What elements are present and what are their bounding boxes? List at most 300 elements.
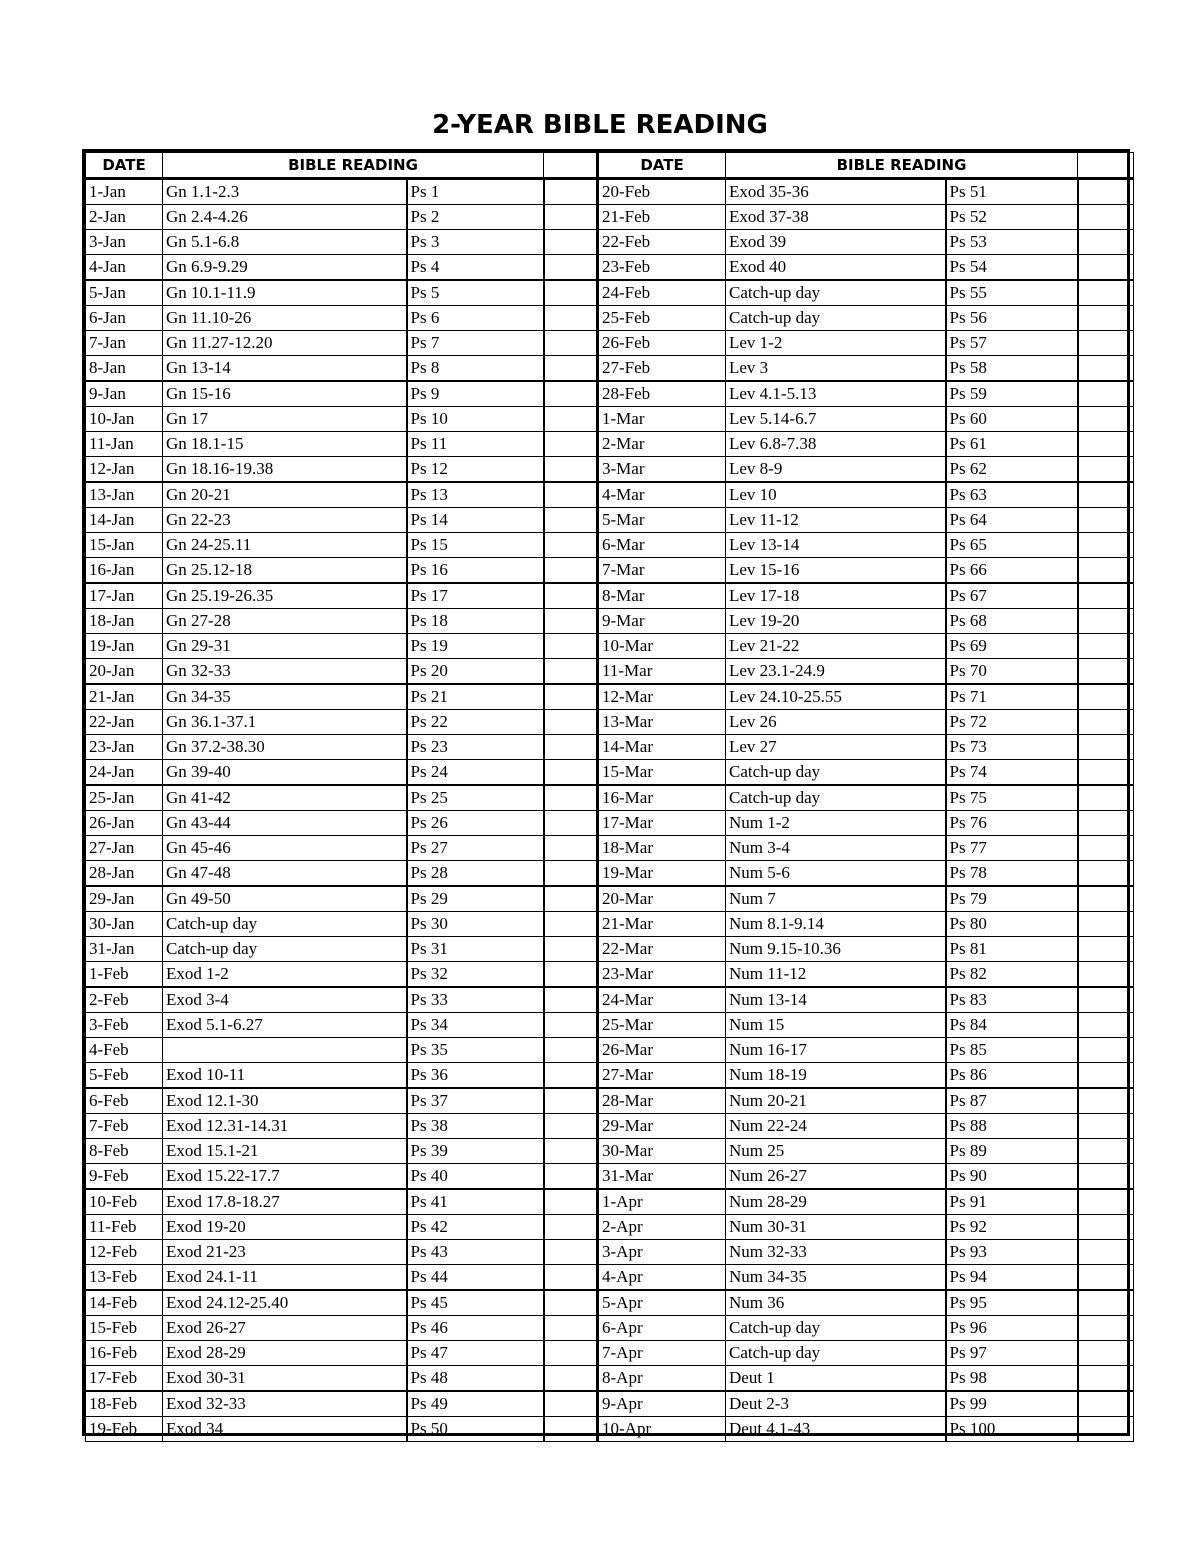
right-checkbox-cell[interactable] — [1078, 432, 1134, 457]
right-checkbox-cell[interactable] — [1078, 255, 1134, 281]
right-date-cell: 22-Mar — [598, 937, 726, 962]
right-reading-cell: Lev 8-9 — [726, 457, 946, 483]
left-psalm-cell: Ps 8 — [407, 356, 544, 382]
left-psalm-cell: Ps 42 — [407, 1215, 544, 1240]
left-checkbox-cell[interactable] — [544, 811, 598, 836]
right-checkbox-cell[interactable] — [1078, 482, 1134, 508]
right-checkbox-cell[interactable] — [1078, 659, 1134, 685]
right-reading-cell: Num 16-17 — [726, 1038, 946, 1063]
table-row — [86, 1038, 1134, 1063]
right-psalm-cell: Ps 76 — [946, 811, 1078, 836]
left-reading-cell: Exod 21-23 — [163, 1240, 407, 1265]
right-psalm-cell: Ps 100 — [946, 1417, 1078, 1442]
right-checkbox-cell[interactable] — [1078, 1164, 1134, 1190]
right-date-cell: 21-Mar — [598, 912, 726, 937]
right-psalm-cell: Ps 91 — [946, 1189, 1078, 1215]
left-psalm-cell: Ps 38 — [407, 1114, 544, 1139]
left-date-cell: 17-Feb — [86, 1366, 163, 1392]
left-date-cell: 8-Jan — [86, 356, 163, 382]
right-checkbox-cell[interactable] — [1078, 280, 1134, 306]
left-checkbox-cell[interactable] — [544, 1290, 598, 1316]
left-checkbox-cell[interactable] — [544, 886, 598, 912]
left-psalm-cell: Ps 32 — [407, 962, 544, 988]
left-date-cell: 21-Jan — [86, 684, 163, 710]
right-checkbox-cell[interactable] — [1078, 407, 1134, 432]
left-date-cell: 8-Feb — [86, 1139, 163, 1164]
right-psalm-cell: Ps 71 — [946, 684, 1078, 710]
right-checkbox-cell[interactable] — [1078, 710, 1134, 735]
left-reading-cell: Gn 32-33 — [163, 659, 407, 685]
left-checkbox-cell[interactable] — [544, 533, 598, 558]
right-psalm-cell: Ps 55 — [946, 280, 1078, 306]
right-psalm-cell: Ps 75 — [946, 785, 1078, 811]
right-checkbox-cell[interactable] — [1078, 962, 1134, 988]
right-checkbox-cell[interactable] — [1078, 1417, 1134, 1442]
left-date-cell: 27-Jan — [86, 836, 163, 861]
left-checkbox-cell[interactable] — [544, 987, 598, 1013]
right-reading-cell: Num 18-19 — [726, 1063, 946, 1089]
right-checkbox-cell[interactable] — [1078, 1114, 1134, 1139]
right-reading-cell: Exod 39 — [726, 230, 946, 255]
left-date-cell: 30-Jan — [86, 912, 163, 937]
left-reading-cell: Gn 39-40 — [163, 760, 407, 786]
left-checkbox-cell[interactable] — [544, 912, 598, 937]
left-checkbox-cell[interactable] — [544, 1063, 598, 1089]
right-reading-cell: Lev 11-12 — [726, 508, 946, 533]
right-date-cell: 22-Feb — [598, 230, 726, 255]
right-reading-cell: Num 1-2 — [726, 811, 946, 836]
left-reading-cell: Gn 17 — [163, 407, 407, 432]
left-checkbox-cell[interactable] — [544, 659, 598, 685]
left-reading-cell: Exod 15.1-21 — [163, 1139, 407, 1164]
right-checkbox-cell[interactable] — [1078, 1240, 1134, 1265]
left-checkbox-cell[interactable] — [544, 356, 598, 382]
left-reading-cell: Gn 11.27-12.20 — [163, 331, 407, 356]
table-row — [86, 1139, 1134, 1164]
right-reading-cell: Num 30-31 — [726, 1215, 946, 1240]
right-psalm-cell: Ps 85 — [946, 1038, 1078, 1063]
right-date-cell: 20-Feb — [598, 179, 726, 205]
left-checkbox-cell[interactable] — [544, 836, 598, 861]
table-row — [86, 306, 1134, 331]
left-date-cell: 28-Jan — [86, 861, 163, 887]
right-date-cell: 15-Mar — [598, 760, 726, 786]
right-date-cell: 6-Mar — [598, 533, 726, 558]
right-psalm-cell: Ps 51 — [946, 179, 1078, 205]
table-row — [86, 508, 1134, 533]
right-psalm-cell: Ps 86 — [946, 1063, 1078, 1089]
left-reading-cell: Exod 34 — [163, 1417, 407, 1442]
table-row — [86, 1341, 1134, 1366]
left-psalm-cell: Ps 31 — [407, 937, 544, 962]
left-psalm-cell: Ps 9 — [407, 381, 544, 407]
right-reading-cell: Lev 19-20 — [726, 609, 946, 634]
table-row — [86, 785, 1134, 811]
right-date-cell: 25-Feb — [598, 306, 726, 331]
left-checkbox-cell[interactable] — [544, 205, 598, 230]
right-reading-cell: Num 13-14 — [726, 987, 946, 1013]
right-reading-cell: Num 8.1-9.14 — [726, 912, 946, 937]
page-title: 2-YEAR BIBLE READING — [432, 110, 768, 140]
left-checkbox-cell[interactable] — [544, 1139, 598, 1164]
left-psalm-cell: Ps 27 — [407, 836, 544, 861]
right-date-cell: 1-Mar — [598, 407, 726, 432]
table-row — [86, 381, 1134, 407]
right-psalm-cell: Ps 95 — [946, 1290, 1078, 1316]
right-psalm-cell: Ps 60 — [946, 407, 1078, 432]
left-checkbox-cell[interactable] — [544, 634, 598, 659]
right-date-cell: 4-Apr — [598, 1265, 726, 1291]
left-date-cell: 13-Jan — [86, 482, 163, 508]
right-psalm-cell: Ps 65 — [946, 533, 1078, 558]
left-checkbox-cell[interactable] — [544, 179, 598, 205]
right-checkbox-cell[interactable] — [1078, 1290, 1134, 1316]
right-checkbox-cell[interactable] — [1078, 1139, 1134, 1164]
right-checkbox-cell[interactable] — [1078, 760, 1134, 786]
right-checkbox-cell[interactable] — [1078, 684, 1134, 710]
right-checkbox-cell[interactable] — [1078, 230, 1134, 255]
right-psalm-cell: Ps 73 — [946, 735, 1078, 760]
left-checkbox-cell[interactable] — [544, 861, 598, 887]
left-reading-cell: Gn 24-25.11 — [163, 533, 407, 558]
left-checkbox-cell[interactable] — [544, 710, 598, 735]
left-date-cell: 3-Feb — [86, 1013, 163, 1038]
left-checkbox-cell[interactable] — [544, 280, 598, 306]
right-psalm-cell: Ps 77 — [946, 836, 1078, 861]
table-row — [86, 1240, 1134, 1265]
right-checkbox-cell[interactable] — [1078, 861, 1134, 887]
left-checkbox-cell[interactable] — [544, 1114, 598, 1139]
right-checkbox-cell[interactable] — [1078, 1265, 1134, 1291]
right-checkbox-cell[interactable] — [1078, 1063, 1134, 1089]
right-reading-cell: Lev 6.8-7.38 — [726, 432, 946, 457]
left-psalm-cell: Ps 13 — [407, 482, 544, 508]
left-checkbox-cell[interactable] — [544, 508, 598, 533]
left-checkbox-cell[interactable] — [544, 306, 598, 331]
right-checkbox-cell[interactable] — [1078, 533, 1134, 558]
right-checkbox-cell[interactable] — [1078, 987, 1134, 1013]
left-reading-cell: Gn 27-28 — [163, 609, 407, 634]
table-row — [86, 457, 1134, 483]
left-date-cell: 18-Jan — [86, 609, 163, 634]
left-checkbox-cell[interactable] — [544, 785, 598, 811]
left-checkbox-cell[interactable] — [544, 1366, 598, 1392]
left-reading-cell: Gn 37.2-38.30 — [163, 735, 407, 760]
table-row — [86, 937, 1134, 962]
right-checkbox-cell[interactable] — [1078, 1013, 1134, 1038]
left-psalm-cell: Ps 7 — [407, 331, 544, 356]
right-reading-cell: Lev 17-18 — [726, 583, 946, 609]
left-psalm-cell: Ps 12 — [407, 457, 544, 483]
left-checkbox-cell[interactable] — [544, 609, 598, 634]
right-reading-cell: Lev 23.1-24.9 — [726, 659, 946, 685]
left-checkbox-cell[interactable] — [544, 558, 598, 584]
left-psalm-cell: Ps 10 — [407, 407, 544, 432]
left-date-cell: 12-Jan — [86, 457, 163, 483]
left-date-cell: 26-Jan — [86, 811, 163, 836]
right-checkbox-cell[interactable] — [1078, 457, 1134, 483]
right-reading-cell: Lev 10 — [726, 482, 946, 508]
right-reading-cell: Exod 40 — [726, 255, 946, 281]
right-reading-cell: Catch-up day — [726, 280, 946, 306]
table-row — [86, 482, 1134, 508]
right-psalm-cell: Ps 93 — [946, 1240, 1078, 1265]
table-row — [86, 886, 1134, 912]
left-checkbox-cell[interactable] — [544, 1240, 598, 1265]
left-date-cell: 2-Jan — [86, 205, 163, 230]
left-date-cell: 9-Jan — [86, 381, 163, 407]
right-date-cell: 30-Mar — [598, 1139, 726, 1164]
left-checkbox-cell[interactable] — [544, 1013, 598, 1038]
left-date-cell: 16-Feb — [86, 1341, 163, 1366]
left-date-cell: 10-Feb — [86, 1189, 163, 1215]
left-reading-cell: Gn 6.9-9.29 — [163, 255, 407, 281]
left-checkbox-cell[interactable] — [544, 1265, 598, 1291]
table-row — [86, 1088, 1134, 1114]
left-reading-cell: Gn 43-44 — [163, 811, 407, 836]
right-date-cell: 23-Mar — [598, 962, 726, 988]
left-checkbox-cell[interactable] — [544, 1341, 598, 1366]
left-checkbox-cell[interactable] — [544, 407, 598, 432]
right-psalm-cell: Ps 63 — [946, 482, 1078, 508]
right-reading-cell: Lev 24.10-25.55 — [726, 684, 946, 710]
left-checkbox-cell[interactable] — [544, 1316, 598, 1341]
right-psalm-cell: Ps 96 — [946, 1316, 1078, 1341]
left-psalm-cell: Ps 45 — [407, 1290, 544, 1316]
right-psalm-cell: Ps 84 — [946, 1013, 1078, 1038]
left-date-cell: 16-Jan — [86, 558, 163, 584]
right-checkbox-cell[interactable] — [1078, 634, 1134, 659]
left-psalm-cell: Ps 50 — [407, 1417, 544, 1442]
left-checkbox-cell[interactable] — [544, 230, 598, 255]
right-reading-cell: Num 28-29 — [726, 1189, 946, 1215]
right-checkbox-cell[interactable] — [1078, 1316, 1134, 1341]
left-checkbox-cell[interactable] — [544, 760, 598, 786]
left-reading-cell: Exod 12.31-14.31 — [163, 1114, 407, 1139]
right-reading-cell: Num 15 — [726, 1013, 946, 1038]
right-psalm-cell: Ps 98 — [946, 1366, 1078, 1392]
right-psalm-cell: Ps 78 — [946, 861, 1078, 887]
left-psalm-cell: Ps 6 — [407, 306, 544, 331]
left-psalm-cell: Ps 14 — [407, 508, 544, 533]
left-checkbox-cell[interactable] — [544, 583, 598, 609]
table-row — [86, 861, 1134, 887]
left-date-cell: 15-Jan — [86, 533, 163, 558]
right-reading-cell: Num 20-21 — [726, 1088, 946, 1114]
right-checkbox-cell[interactable] — [1078, 179, 1134, 205]
left-date-cell: 6-Jan — [86, 306, 163, 331]
right-psalm-cell: Ps 70 — [946, 659, 1078, 685]
table-row — [86, 1164, 1134, 1190]
right-checkbox-cell[interactable] — [1078, 811, 1134, 836]
right-psalm-cell: Ps 52 — [946, 205, 1078, 230]
reading-header-left: BIBLE READING — [163, 153, 544, 179]
left-psalm-cell: Ps 40 — [407, 1164, 544, 1190]
right-date-cell: 3-Mar — [598, 457, 726, 483]
right-checkbox-cell[interactable] — [1078, 1088, 1134, 1114]
right-checkbox-cell[interactable] — [1078, 785, 1134, 811]
right-checkbox-cell[interactable] — [1078, 583, 1134, 609]
right-reading-cell: Catch-up day — [726, 306, 946, 331]
reading-header-right: BIBLE READING — [726, 153, 1078, 179]
table-row — [86, 836, 1134, 861]
left-checkbox-cell[interactable] — [544, 937, 598, 962]
left-psalm-cell: Ps 16 — [407, 558, 544, 584]
left-checkbox-cell[interactable] — [544, 684, 598, 710]
table-row — [86, 432, 1134, 457]
left-psalm-cell: Ps 33 — [407, 987, 544, 1013]
left-date-cell: 7-Jan — [86, 331, 163, 356]
table-row — [86, 760, 1134, 786]
table-row — [86, 1114, 1134, 1139]
left-reading-cell: Exod 15.22-17.7 — [163, 1164, 407, 1190]
right-psalm-cell: Ps 87 — [946, 1088, 1078, 1114]
check-header-left — [544, 153, 598, 179]
left-date-cell: 2-Feb — [86, 987, 163, 1013]
right-checkbox-cell[interactable] — [1078, 306, 1134, 331]
left-date-cell: 19-Feb — [86, 1417, 163, 1442]
left-psalm-cell: Ps 49 — [407, 1391, 544, 1417]
left-checkbox-cell[interactable] — [544, 482, 598, 508]
right-reading-cell: Num 32-33 — [726, 1240, 946, 1265]
left-psalm-cell: Ps 36 — [407, 1063, 544, 1089]
right-date-cell: 18-Mar — [598, 836, 726, 861]
right-reading-cell: Lev 5.14-6.7 — [726, 407, 946, 432]
right-checkbox-cell[interactable] — [1078, 1215, 1134, 1240]
right-psalm-cell: Ps 83 — [946, 987, 1078, 1013]
right-reading-cell: Catch-up day — [726, 785, 946, 811]
right-reading-cell: Lev 1-2 — [726, 331, 946, 356]
left-reading-cell — [163, 1038, 407, 1063]
left-reading-cell: Gn 41-42 — [163, 785, 407, 811]
right-date-cell: 7-Apr — [598, 1341, 726, 1366]
table-row — [86, 230, 1134, 255]
left-date-cell: 5-Jan — [86, 280, 163, 306]
right-reading-cell: Num 5-6 — [726, 861, 946, 887]
left-reading-cell: Gn 22-23 — [163, 508, 407, 533]
left-checkbox-cell[interactable] — [544, 1164, 598, 1190]
right-checkbox-cell[interactable] — [1078, 356, 1134, 382]
left-reading-cell: Exod 28-29 — [163, 1341, 407, 1366]
table-row — [86, 205, 1134, 230]
left-psalm-cell: Ps 19 — [407, 634, 544, 659]
left-checkbox-cell[interactable] — [544, 432, 598, 457]
left-date-cell: 17-Jan — [86, 583, 163, 609]
left-date-cell: 14-Jan — [86, 508, 163, 533]
left-date-cell: 10-Jan — [86, 407, 163, 432]
table-row — [86, 912, 1134, 937]
left-checkbox-cell[interactable] — [544, 331, 598, 356]
right-psalm-cell: Ps 74 — [946, 760, 1078, 786]
table-row — [86, 735, 1134, 760]
table-row — [86, 1417, 1134, 1442]
left-reading-cell: Exod 30-31 — [163, 1366, 407, 1392]
left-date-cell: 25-Jan — [86, 785, 163, 811]
right-date-cell: 14-Mar — [598, 735, 726, 760]
right-checkbox-cell[interactable] — [1078, 1341, 1134, 1366]
right-checkbox-cell[interactable] — [1078, 381, 1134, 407]
left-checkbox-cell[interactable] — [544, 255, 598, 281]
left-date-cell: 5-Feb — [86, 1063, 163, 1089]
right-date-cell: 5-Mar — [598, 508, 726, 533]
right-reading-cell: Lev 27 — [726, 735, 946, 760]
right-psalm-cell: Ps 99 — [946, 1391, 1078, 1417]
left-checkbox-cell[interactable] — [544, 735, 598, 760]
left-date-cell: 24-Jan — [86, 760, 163, 786]
right-checkbox-cell[interactable] — [1078, 1189, 1134, 1215]
left-checkbox-cell[interactable] — [544, 381, 598, 407]
left-checkbox-cell[interactable] — [544, 457, 598, 483]
right-checkbox-cell[interactable] — [1078, 331, 1134, 356]
right-date-cell: 28-Mar — [598, 1088, 726, 1114]
right-checkbox-cell[interactable] — [1078, 735, 1134, 760]
left-date-cell: 13-Feb — [86, 1265, 163, 1291]
right-checkbox-cell[interactable] — [1078, 1391, 1134, 1417]
right-checkbox-cell[interactable] — [1078, 609, 1134, 634]
table-row — [86, 811, 1134, 836]
right-date-cell: 20-Mar — [598, 886, 726, 912]
left-checkbox-cell[interactable] — [544, 1215, 598, 1240]
right-checkbox-cell[interactable] — [1078, 205, 1134, 230]
left-reading-cell: Gn 18.16-19.38 — [163, 457, 407, 483]
left-checkbox-cell[interactable] — [544, 1417, 598, 1442]
left-checkbox-cell[interactable] — [544, 1088, 598, 1114]
left-checkbox-cell[interactable] — [544, 1391, 598, 1417]
right-date-cell: 27-Feb — [598, 356, 726, 382]
left-checkbox-cell[interactable] — [544, 962, 598, 988]
right-checkbox-cell[interactable] — [1078, 1366, 1134, 1392]
right-date-cell: 26-Mar — [598, 1038, 726, 1063]
left-psalm-cell: Ps 21 — [407, 684, 544, 710]
left-reading-cell: Exod 32-33 — [163, 1391, 407, 1417]
right-date-cell: 27-Mar — [598, 1063, 726, 1089]
left-reading-cell: Gn 10.1-11.9 — [163, 280, 407, 306]
left-reading-cell: Gn 20-21 — [163, 482, 407, 508]
left-date-cell: 11-Feb — [86, 1215, 163, 1240]
right-psalm-cell: Ps 90 — [946, 1164, 1078, 1190]
right-date-cell: 24-Feb — [598, 280, 726, 306]
left-date-cell: 29-Jan — [86, 886, 163, 912]
right-checkbox-cell[interactable] — [1078, 508, 1134, 533]
right-checkbox-cell[interactable] — [1078, 558, 1134, 584]
right-checkbox-cell[interactable] — [1078, 886, 1134, 912]
right-reading-cell: Lev 21-22 — [726, 634, 946, 659]
right-psalm-cell: Ps 72 — [946, 710, 1078, 735]
right-date-cell: 5-Apr — [598, 1290, 726, 1316]
reading-plan-table — [85, 152, 1134, 1442]
right-reading-cell: Lev 26 — [726, 710, 946, 735]
right-psalm-cell: Ps 80 — [946, 912, 1078, 937]
left-psalm-cell: Ps 35 — [407, 1038, 544, 1063]
right-checkbox-cell[interactable] — [1078, 937, 1134, 962]
table-header-row — [86, 153, 1134, 179]
right-psalm-cell: Ps 82 — [946, 962, 1078, 988]
right-reading-cell: Num 7 — [726, 886, 946, 912]
table-row — [86, 634, 1134, 659]
right-checkbox-cell[interactable] — [1078, 912, 1134, 937]
left-checkbox-cell[interactable] — [544, 1038, 598, 1063]
right-reading-cell: Num 22-24 — [726, 1114, 946, 1139]
table-row — [86, 1265, 1134, 1291]
right-checkbox-cell[interactable] — [1078, 836, 1134, 861]
right-date-cell: 3-Apr — [598, 1240, 726, 1265]
right-checkbox-cell[interactable] — [1078, 1038, 1134, 1063]
right-date-cell: 26-Feb — [598, 331, 726, 356]
left-checkbox-cell[interactable] — [544, 1189, 598, 1215]
right-reading-cell: Num 9.15-10.36 — [726, 937, 946, 962]
right-reading-cell: Exod 37-38 — [726, 205, 946, 230]
table-row — [86, 179, 1134, 205]
